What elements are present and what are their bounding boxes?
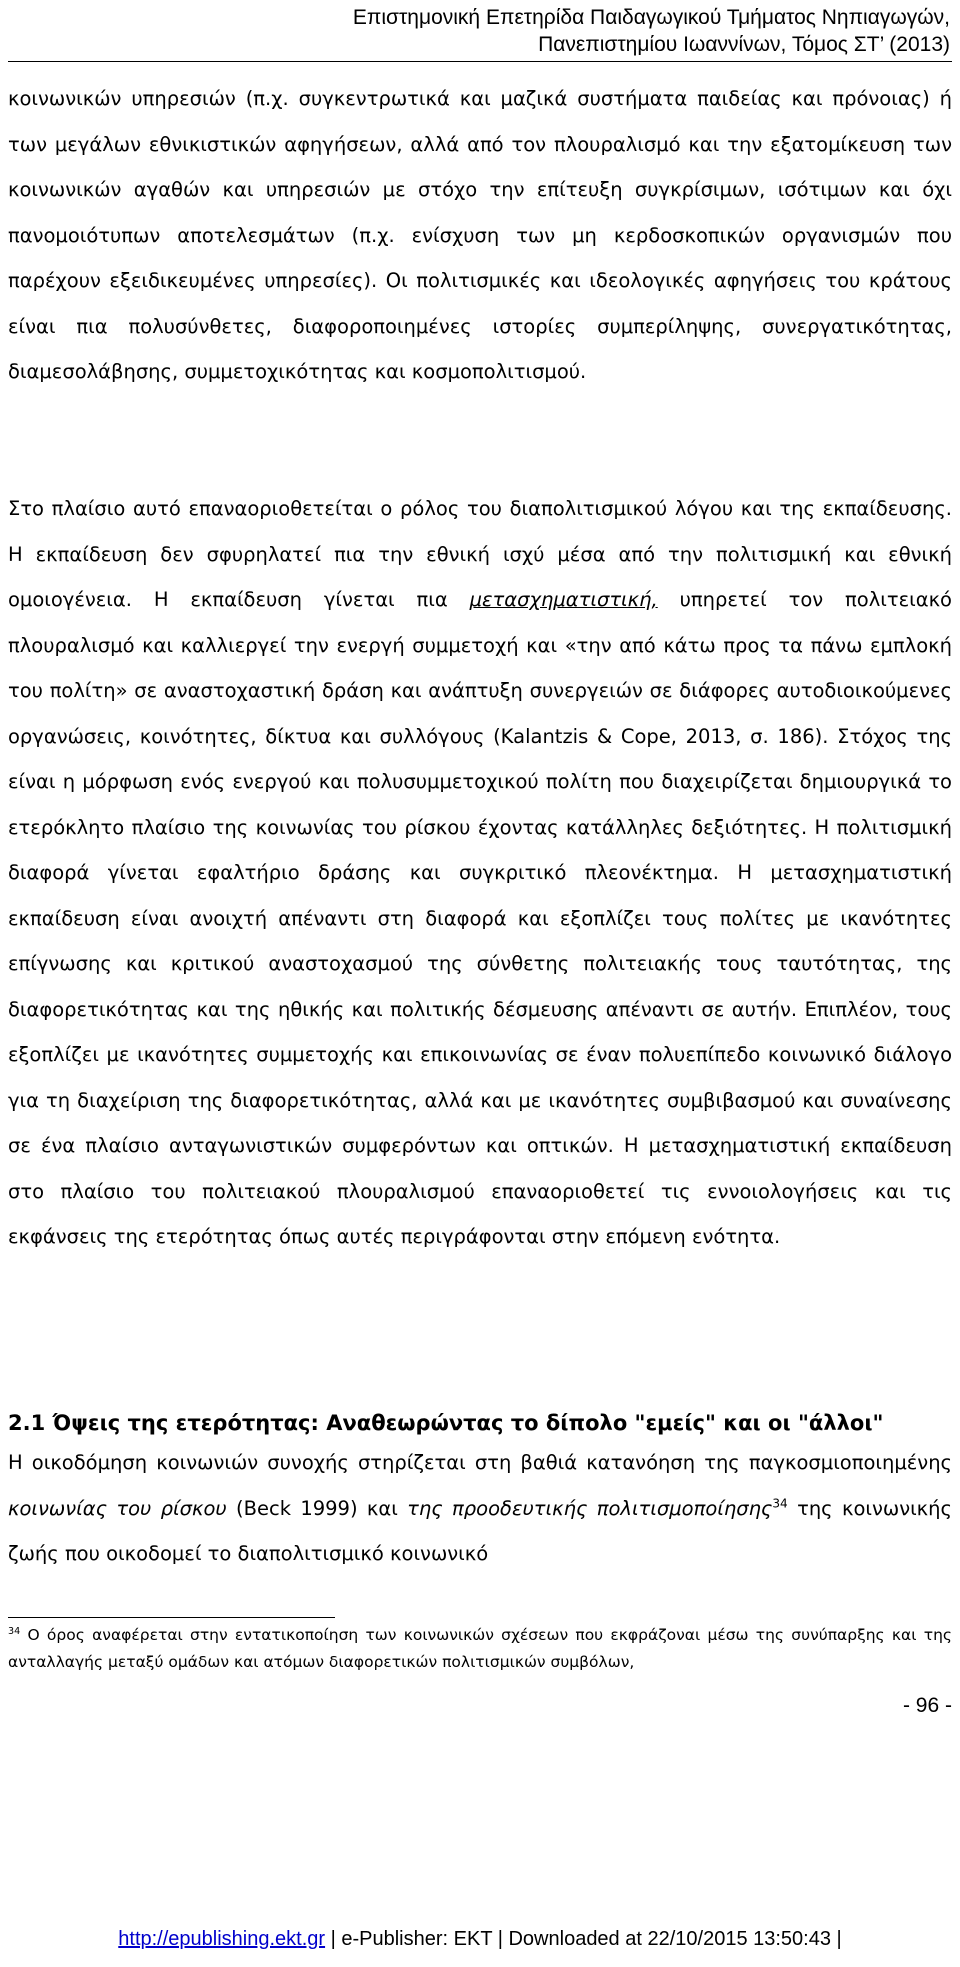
footnote-text: Ο όρος αναφέρεται στην εντατικοποίηση των κοινωνικών σχέσεων που εκφράζοναι μέσω της συνύπαρξης και της ανταλλαγής μεταξύ ομάδων και ατόμων διαφορετικών πολιτισμικών συμβόλων, [8,1626,952,1671]
page-number: - 96 - [902,1694,952,1717]
paragraph-2-emphasis: μετασχηματιστική, [469,588,658,611]
paragraph-3-emphasis-1: κοινωνίας του ρίσκου [8,1496,227,1520]
footer-info: | e-Publisher: EKT | Downloaded at 22/10/2015 13:50:43 | [325,1928,842,1950]
header-divider [8,61,952,62]
paragraph-3-text-a: Η οικοδόμηση κοινωνιών συνοχής στηρίζεται στη βαθιά κατανόηση της παγκοσμιοποιημένης [8,1451,952,1474]
paragraph-2-text-a: Στο πλαίσιο αυτό επαναοριοθετείται ο ρόλος του διαπολιτισμικού λόγου και της εκπαίδευσης. Η εκπαίδευση δεν σφυρηλατεί πια την εθνική ισχύ μέσα από την πολιτισμική και εθνική ομοιογένεια. Η εκπαίδευση γίνεται πια [8,497,952,611]
paragraph-3-text-b: (Beck 1999) και [226,1496,408,1520]
header-journal-title: Επιστημονική Επετηρίδα Παιδαγωγικού Τμήματος Νηπιαγωγών, [352,6,950,29]
footnote-divider [8,1617,335,1618]
section-heading: 2.1 Όψεις της ετερότητας: Αναθεωρώντας το δίπολο "εμείς" και οι "άλλοι" [8,1411,884,1435]
epublishing-link[interactable]: http://epublishing.ekt.gr [118,1928,326,1950]
download-footer [0,1928,960,1951]
paragraph-3-text-c: της κοινωνικής ζωής που οικοδομεί το διαπολιτισμικό κοινωνικό [8,1496,952,1565]
running-header [250,4,950,58]
paragraph-3 [8,1440,952,1577]
footnote [8,1622,952,1676]
footnote-reference[interactable]: 34 [772,1496,788,1510]
paragraph-2 [8,486,952,1260]
paragraph-1: κοινωνικών υπηρεσιών (π.χ. συγκεντρωτικά και μαζικά συστήματα παιδείας και πρόνοιας) ή των μεγάλων εθνικιστικών αφηγήσεων, αλλά από τον πλουραλισμό και την εξατομίκευση των κοινωνικών αγαθών και υπηρεσιών με στόχο την επίτευξη συγκρίσιμων, ισότιμων και όχι πανομοιότυπων αποτελεσμάτων (π.χ. ενίσχυση των μη κερδοσκοπικών οργανισμών που παρέχουν εξειδικευμένες υπηρεσίες). Οι πολιτισμικές και ιδεολογικές αφηγήσεις του κράτους είναι πια πολυσύνθετες, διαφοροποιημένες ιστορίες συμπερίληψης, συνεργατικότητας, διαμεσολάβησης, συμμετοχικότητας και κοσμοπολιτισμού. [8,87,952,383]
paragraph-3-emphasis-2: της προοδευτικής πολιτισμοποίησης [407,1496,773,1520]
footnote-number: 34 [8,1625,21,1637]
header-volume: Πανεπιστημίου Ιωαννίνων, Τόμος ΣΤ’ (2013) [538,33,950,56]
paragraph-2-text-b: υπηρετεί τον πολιτειακό πλουραλισμό και καλλιεργεί την ενεργή συμμετοχή και «την από κάτω προς τα πάνω εμπλοκή του πολίτη» σε αναστοχαστική δράση και ανάπτυξη συνεργειών σε διάφορες αυτοδιοικούμενες οργανώσεις, κοινότητες, δίκτυα και συλλόγους (Kalantzis & Cope, 2013, σ. 186). Στόχος της είναι η μόρφωση ενός ενεργού και πολυσυμμετοχικού πολίτη που διαχειρίζεται δημιουργικά το ετερόκλητο πλαίσιο της κοινωνίας του ρίσκου έχοντας κατάλληλες δεξιότητες. Η πολιτισμική διαφορά γίνεται εφαλτήριο δράσης και συγκριτικό πλεονέκτημα. Η μετασχηματιστική εκπαίδευση είναι ανοιχτή απέναντι στη διαφορά και εξοπλίζει τους πολίτες με ικανότητες επίγνωσης και κριτικού αναστοχασμού της σύνθετης πολιτειακής τους ταυτότητας, της διαφορετικότητας και της ηθικής και πολιτικής δέσμευσης απέναντι σε αυτήν. Επιπλέον, τους εξοπλίζει με ικανότητες συμμετοχής και επικοινωνίας σε έναν πολυεπίπεδο κοινωνικό διάλογο για τη διαχείριση της διαφορετικότητας, αλλά και με ικανότητες συμβιβασμού και συναίνεσης σε ένα πλαίσιο ανταγωνιστικών συμφερόντων και οπτικών. Η μετασχηματιστική εκπαίδευση στο πλαίσιο του πολιτειακού πλουραλισμού επαναοριοθετεί τις εννοιολογήσεις και τις εκφάνσεις της ετερότητας όπως αυτές περιγράφονται στην επόμενη ενότητα. [8,588,952,1248]
